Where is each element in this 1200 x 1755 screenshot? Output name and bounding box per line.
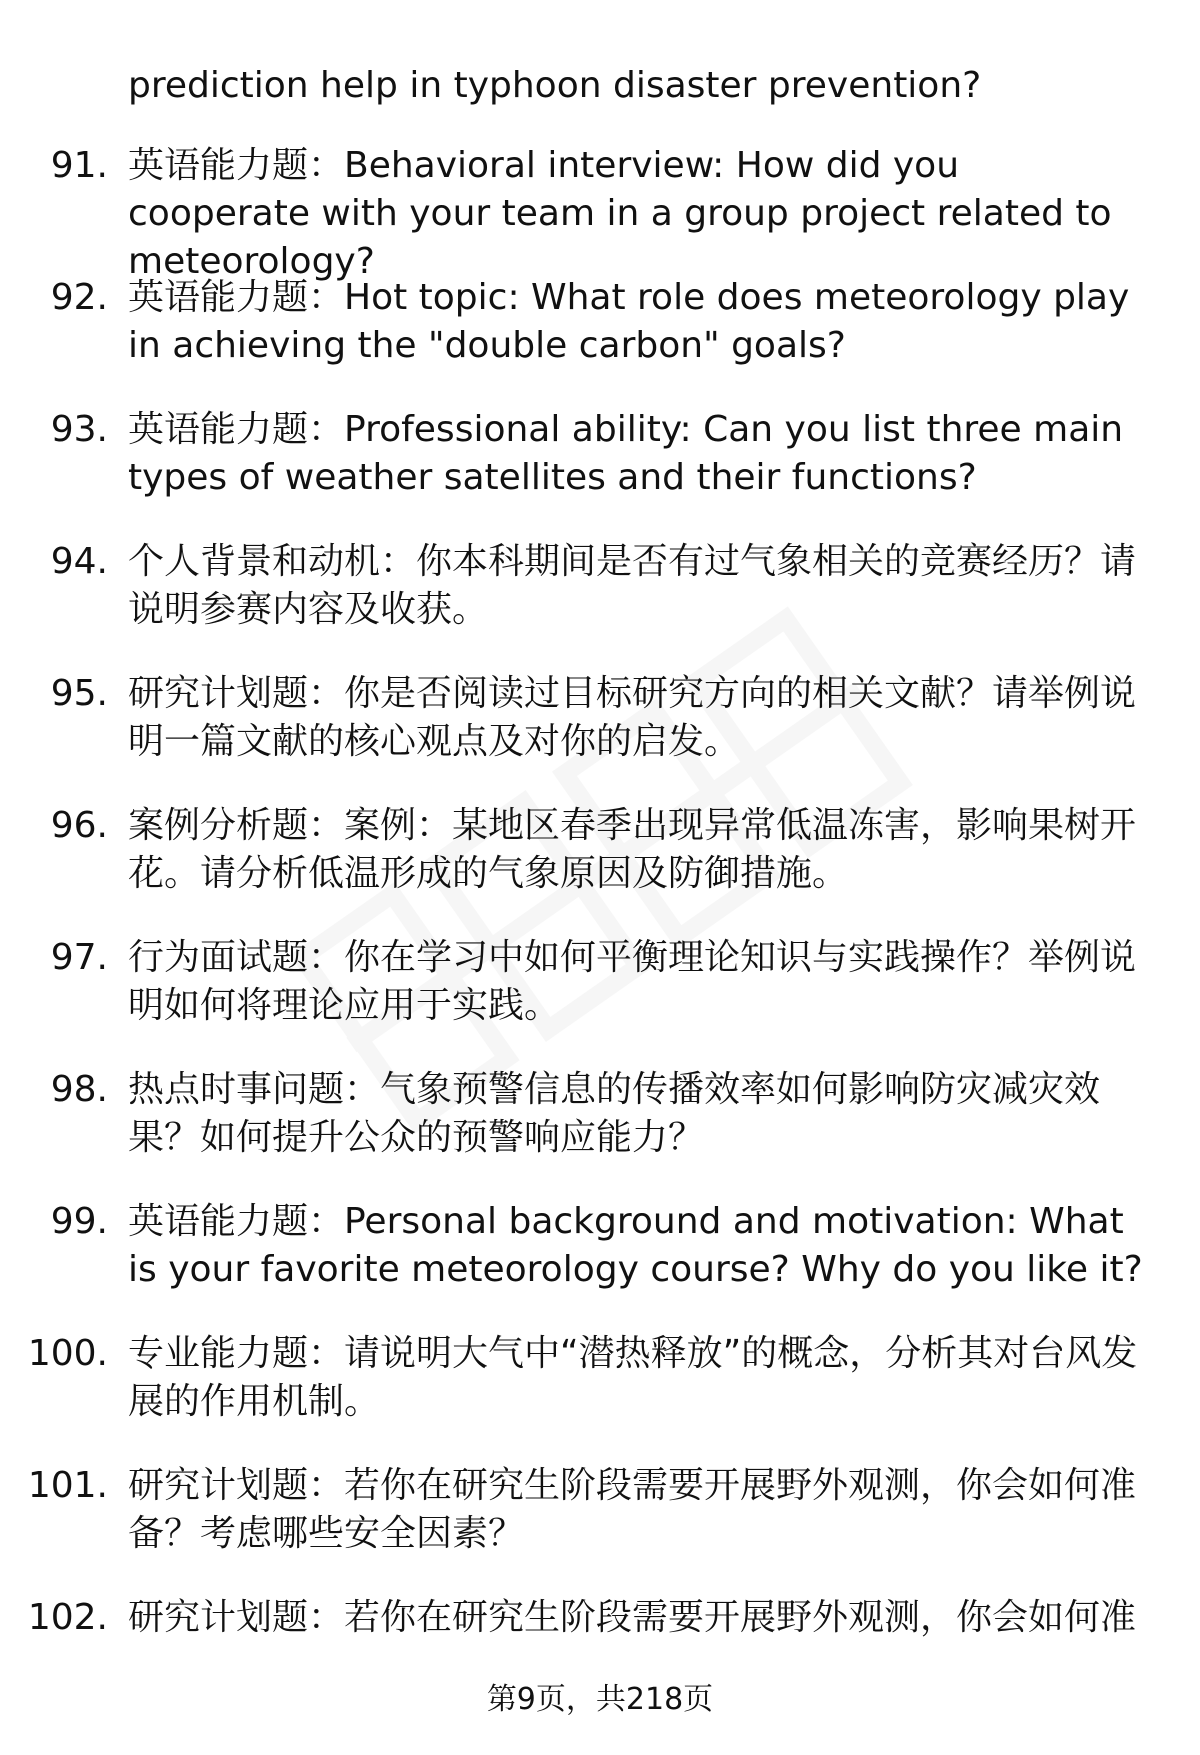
question-item [0, 538, 1200, 670]
question-text: 案例分析题：案例：某地区春季出现异常低温冻害，影响果树开花。请分析低温形成的气象原因及防御措施。 [128, 805, 1137, 894]
question-number: 97. [50, 937, 108, 978]
question-text: 英语能力题：Hot topic: What role does meteorology play in achieving the "double carbon" goals? [128, 277, 1130, 366]
question-number: 102. [27, 1597, 108, 1638]
question-number: 93. [50, 409, 108, 450]
question-text: 研究计划题：若你在研究生阶段需要开展野外观测，你会如何准备？考虑哪些安全因素？ [128, 1465, 1137, 1554]
question-number: 91. [50, 145, 108, 186]
question-item [0, 670, 1200, 802]
question-text: 研究计划题：若你在研究生阶段需要开展野外观测，你会如何准 [128, 1597, 1137, 1638]
question-number: 98. [50, 1069, 108, 1110]
question-number: 99. [50, 1201, 108, 1242]
question-item [0, 142, 1200, 282]
question-number: 100. [27, 1333, 108, 1374]
question-text: 专业能力题：请说明大气中“潜热释放”的概念，分析其对台风发展的作用机制。 [128, 1333, 1138, 1422]
question-number: 101. [27, 1465, 108, 1506]
question-item [0, 1462, 1200, 1594]
question-text: 英语能力题：Personal background and motivation: What is your favorite meteorology course? Why do you like it? [128, 1201, 1143, 1290]
question-number: 94. [50, 541, 108, 582]
question-item [0, 406, 1200, 538]
question-number: 96. [50, 805, 108, 846]
question-item [0, 802, 1200, 934]
question-item [0, 934, 1200, 1066]
question-list [0, 142, 1200, 1726]
question-text: 个人背景和动机：你本科期间是否有过气象相关的竞赛经历？请说明参赛内容及收获。 [128, 541, 1137, 630]
question-item [0, 1198, 1200, 1330]
question-number: 95. [50, 673, 108, 714]
question-number: 92. [50, 277, 108, 318]
question-item [0, 274, 1200, 406]
question-text: 热点时事问题：气象预警信息的传播效率如何影响防灾减灾效果？如何提升公众的预警响应能力？ [128, 1069, 1101, 1158]
question-item [0, 1066, 1200, 1198]
page-footer: 第9页，共218页 [486, 1682, 714, 1717]
question-text: 英语能力题：Behavioral interview: How did you cooperate with your team in a group project related to meteorology? [128, 145, 1112, 282]
question-item [0, 1330, 1200, 1462]
question-text: 行为面试题：你在学习中如何平衡理论知识与实践操作？举例说明如何将理论应用于实践。 [128, 937, 1137, 1026]
carry-over-text: prediction help in typhoon disaster prevention? [128, 65, 982, 106]
question-text: 英语能力题：Professional ability: Can you list three main types of weather satellites and their functions? [128, 409, 1124, 498]
question-text: 研究计划题：你是否阅读过目标研究方向的相关文献？请举例说明一篇文献的核心观点及对你的启发。 [128, 673, 1137, 762]
